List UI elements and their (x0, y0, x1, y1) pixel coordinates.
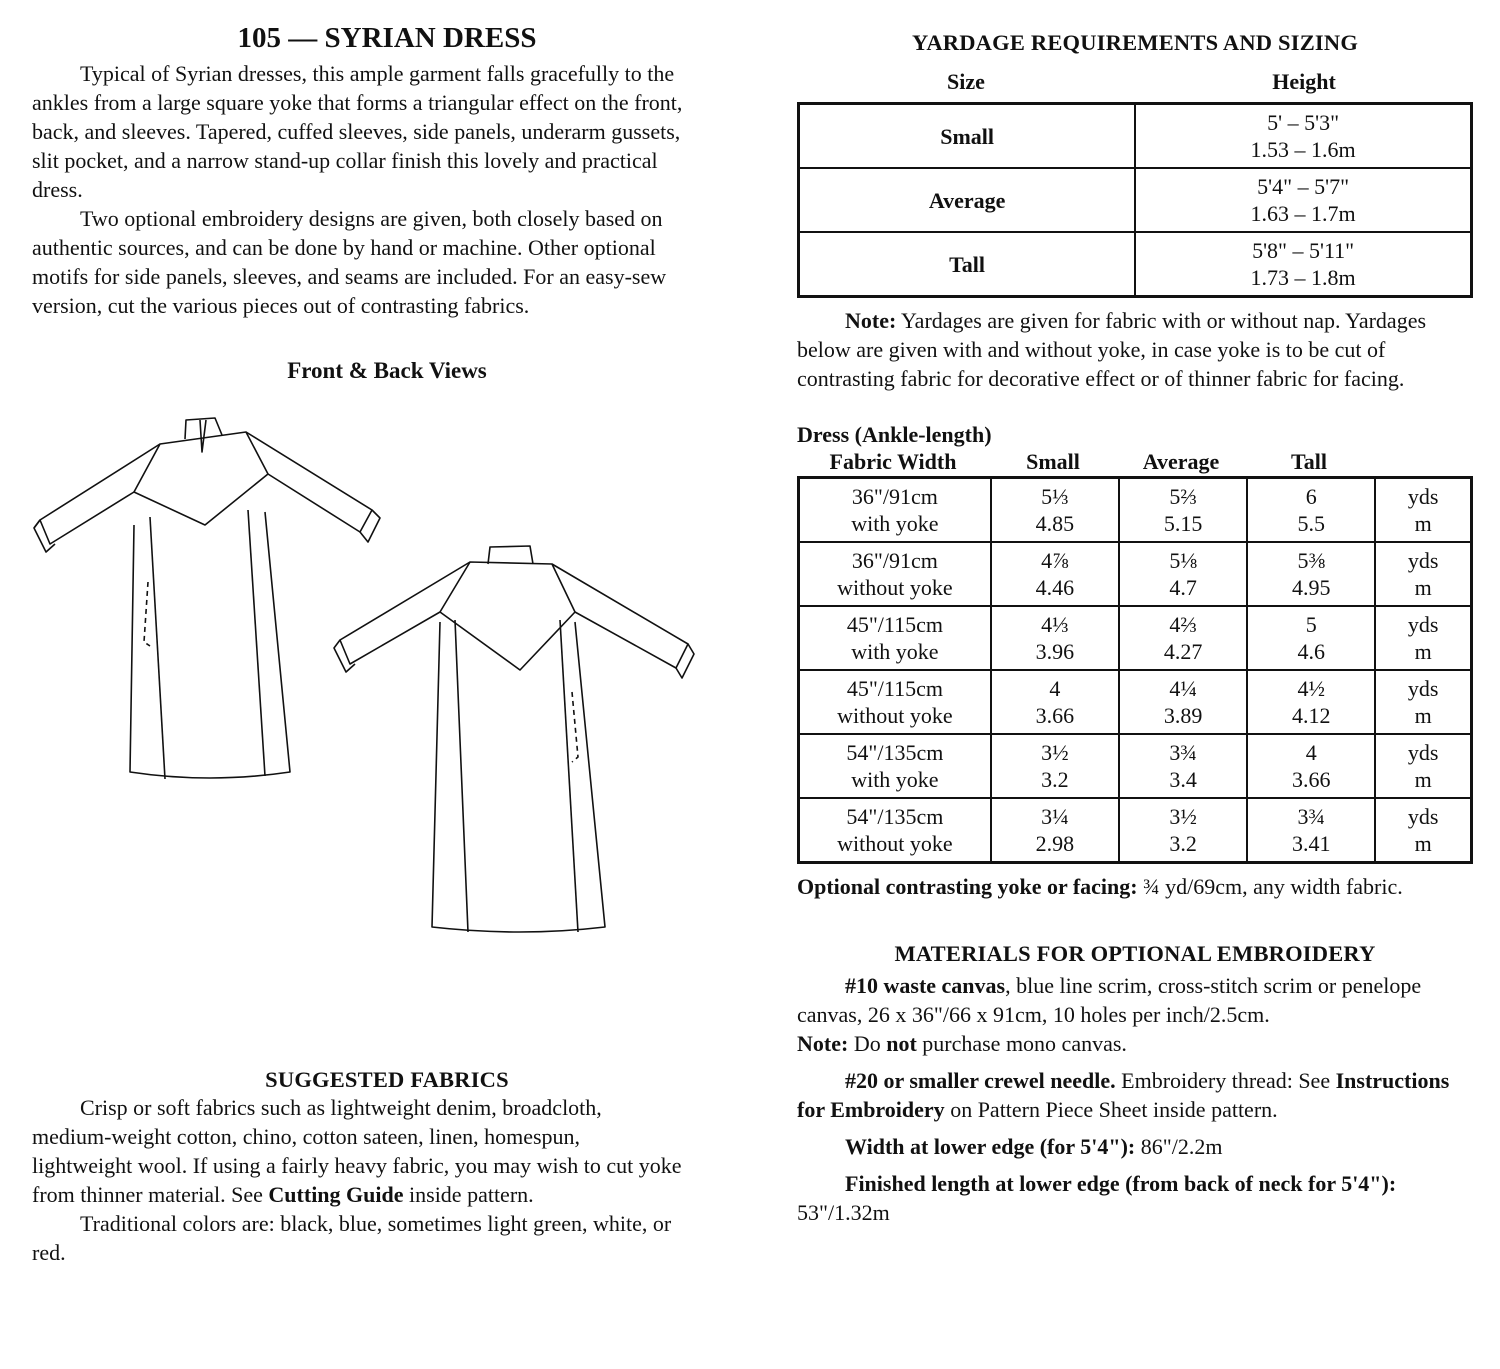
fabric-width-cell (799, 734, 991, 798)
tall-cell-bottom: 4.6 (1297, 639, 1325, 664)
fabric-width-cell-top: 36"/91cm (851, 484, 938, 509)
tall-cell (1247, 798, 1375, 863)
unit-cell-top: yds (1407, 804, 1439, 829)
small-cell (991, 734, 1119, 798)
size-table (797, 102, 1473, 298)
unit-cell-top: yds (1407, 548, 1439, 573)
unit-cell (1375, 542, 1471, 606)
size-table-header (797, 62, 1473, 102)
table-row (799, 670, 1472, 734)
height-feet: 5'4" – 5'7" (1257, 174, 1350, 199)
average-cell-bottom: 3.89 (1163, 703, 1203, 728)
average-cell-top: 3¾ (1169, 740, 1197, 765)
material-needle (797, 1066, 1473, 1124)
average-cell-top: 5⅛ (1169, 548, 1197, 573)
average-cell (1119, 734, 1247, 798)
small-cell-bottom: 3.66 (1035, 703, 1075, 728)
height-feet: 5' – 5'3" (1267, 110, 1340, 135)
size-name: Average (799, 168, 1136, 232)
small-cell-top: 5⅓ (1041, 484, 1069, 509)
note-paragraph (797, 306, 1467, 393)
tall-col: Tall (1291, 449, 1327, 474)
unit-cell-bottom: m (1414, 703, 1432, 728)
small-cell (991, 478, 1119, 543)
unit-cell (1375, 606, 1471, 670)
yoke-facing-label: Optional contrasting yoke or facing: (797, 874, 1138, 899)
small-cell-bottom: 4.46 (1035, 575, 1075, 600)
average-cell (1119, 670, 1247, 734)
right-column (797, 30, 1473, 1227)
small-cell (991, 798, 1119, 863)
dress-illustration (32, 392, 732, 952)
dress-table-header (797, 448, 1473, 476)
fabric-width-cell-top: 54"/135cm (846, 804, 944, 829)
average-cell-top: 4⅔ (1169, 612, 1197, 637)
width-value: 86"/2.2m (1135, 1134, 1223, 1159)
small-cell-top: 3½ (1041, 740, 1069, 765)
unit-cell (1375, 478, 1471, 543)
small-cell-top: 4 (1049, 676, 1061, 701)
table-row (799, 798, 1472, 863)
tall-cell-bottom: 3.66 (1292, 767, 1331, 792)
unit-cell-top: yds (1407, 740, 1439, 765)
small-cell-bottom: 2.98 (1035, 831, 1075, 856)
unit-cell-top: yds (1407, 676, 1439, 701)
average-cell-bottom: 4.7 (1169, 575, 1197, 600)
length-label: Finished length at lower edge (from back of neck for 5'4"): (845, 1171, 1397, 1196)
note-label: Note: (845, 308, 897, 333)
width-lower-edge (797, 1132, 1473, 1161)
unit-cell (1375, 734, 1471, 798)
unit-cell-bottom: m (1414, 575, 1432, 600)
small-cell-bottom: 4.85 (1035, 511, 1075, 536)
small-cell-top: 3¼ (1041, 804, 1069, 829)
height-feet: 5'8" – 5'11" (1252, 238, 1355, 263)
tall-cell-bottom: 4.12 (1292, 703, 1331, 728)
material-note-label: Note: (797, 1031, 849, 1056)
fabric-width-cell-top: 45"/115cm (846, 612, 943, 637)
height-meters: 1.63 – 1.7m (1250, 201, 1356, 226)
size-height (1135, 104, 1471, 169)
tall-cell-top: 4½ (1297, 676, 1325, 701)
finished-length (797, 1169, 1473, 1227)
fabric-width-cell-top: 54"/135cm (846, 740, 944, 765)
unit-cell (1375, 670, 1471, 734)
yardage-heading: YARDAGE REQUIREMENTS AND SIZING (911, 30, 1359, 55)
average-cell (1119, 798, 1247, 863)
dress-yardage-table (797, 476, 1473, 864)
material-canvas (797, 971, 1473, 1029)
small-cell-top: 4⅓ (1041, 612, 1069, 637)
width-label: Width at lower edge (for 5'4"): (845, 1134, 1136, 1159)
average-cell-bottom: 3.2 (1169, 831, 1197, 856)
tall-cell (1247, 542, 1375, 606)
fabrics-heading: SUGGESTED FABRICS (265, 1067, 509, 1092)
small-cell-bottom: 3.96 (1035, 639, 1075, 664)
fabric-width-cell-bottom: without yoke (837, 703, 953, 728)
tall-cell (1247, 670, 1375, 734)
small-cell-top: 4⅞ (1041, 548, 1069, 573)
table-row (799, 478, 1472, 543)
fabric-width-cell (799, 478, 991, 543)
average-cell-bottom: 4.27 (1163, 639, 1203, 664)
average-cell-top: 4¼ (1169, 676, 1197, 701)
back-view-drawing (334, 546, 694, 932)
material-note-text: Do (848, 1031, 887, 1056)
material-note-not: not (886, 1031, 917, 1056)
fabric-width-cell-bottom: without yoke (837, 831, 953, 856)
unit-cell-top: yds (1407, 484, 1439, 509)
page-title: 105 — SYRIAN DRESS (237, 22, 537, 54)
dress-heading: Dress (Ankle-length) (797, 422, 992, 447)
intro-paragraph-2: Two optional embroidery designs are given, both closely based on authentic sources, and can be done by hand or machine. Other optional motifs for side panels, sleeves, and seams are included. For an easy-sew version, cut the various pieces out of contrasting fabrics. (32, 206, 667, 318)
table-row (799, 734, 1472, 798)
fabrics-paragraph-1 (32, 1093, 682, 1209)
size-col-label: Size (947, 69, 985, 94)
needle-text-end: on Pattern Piece Sheet inside pattern. (944, 1097, 1278, 1122)
average-col: Average (1142, 449, 1220, 474)
note-text: Yardages are given for fabric with or without nap. Yardages below are given with and without yoke, in case yoke is to be cut of contrasting fabric for decorative effect or of thinner fabric for facing. (797, 308, 1427, 391)
size-name: Small (799, 104, 1136, 169)
height-meters: 1.73 – 1.8m (1250, 265, 1356, 290)
average-cell-top: 5⅔ (1169, 484, 1197, 509)
intro-paragraph-1: Typical of Syrian dresses, this ample garment falls gracefully to the ankles from a large square yoke that forms a triangular effect on the front, back, and sleeves. Tapered, cuffed sleeves, side panels, underarm gussets, slit pocket, and a narrow stand-up collar finish this lovely and practical dress. (32, 61, 683, 202)
yoke-facing-text: ¾ yd/69cm, any width fabric. (1137, 874, 1403, 899)
fabric-width-cell (799, 542, 991, 606)
embroidery-instructions-ref: Instructions for Embroidery (797, 1068, 1450, 1122)
fabrics-text-end: inside pattern. (403, 1182, 534, 1207)
fabric-width-cell-bottom: without yoke (837, 575, 953, 600)
average-cell-top: 3½ (1169, 804, 1197, 829)
material-note-text-end: purchase mono canvas. (916, 1031, 1127, 1056)
views-heading: Front & Back Views (287, 358, 487, 383)
average-cell (1119, 606, 1247, 670)
size-height (1135, 168, 1471, 232)
material-note (797, 1029, 1473, 1058)
fabric-width-col: Fabric Width (829, 449, 957, 474)
front-view-drawing (34, 418, 380, 779)
length-value: 53"/1.32m (797, 1200, 890, 1225)
average-cell (1119, 542, 1247, 606)
tall-cell-bottom: 4.95 (1292, 575, 1331, 600)
left-column (32, 22, 732, 1267)
needle-text: Embroidery thread: See (1115, 1068, 1336, 1093)
table-row (799, 542, 1472, 606)
fabric-width-cell-bottom: with yoke (851, 767, 939, 792)
size-name: Tall (799, 232, 1136, 297)
size-row (799, 104, 1472, 169)
canvas-text: , blue line scrim, cross-stitch scrim or penelope canvas, 26 x 36"/66 x 91cm, 10 holes per inch/2.5cm. (797, 973, 1422, 1027)
tall-cell (1247, 606, 1375, 670)
cutting-guide-ref: Cutting Guide (268, 1182, 404, 1207)
needle-label: #20 or smaller crewel needle. (845, 1068, 1116, 1093)
average-cell-bottom: 5.15 (1163, 511, 1203, 536)
average-cell-bottom: 3.4 (1169, 767, 1197, 792)
tall-cell-top: 3¾ (1297, 804, 1325, 829)
fabric-width-cell-top: 36"/91cm (851, 548, 938, 573)
small-cell (991, 606, 1119, 670)
materials-heading: MATERIALS FOR OPTIONAL EMBROIDERY (894, 941, 1376, 966)
unit-cell-bottom: m (1414, 511, 1432, 536)
tall-cell-top: 5⅜ (1297, 548, 1325, 573)
tall-cell-bottom: 5.5 (1297, 511, 1325, 536)
fabric-width-cell (799, 670, 991, 734)
size-row (799, 232, 1472, 297)
table-row (799, 606, 1472, 670)
fabric-width-cell-bottom: with yoke (851, 639, 939, 664)
height-meters: 1.53 – 1.6m (1250, 137, 1356, 162)
fabrics-text: Crisp or soft fabrics such as lightweight denim, broadcloth, medium-weight cotton, chino, cotton sateen, linen, homespun, lightweight wool. If using a fairly heavy fabric, you may wish to cut yoke from thinner material. See (32, 1095, 682, 1207)
size-height (1135, 232, 1471, 297)
fabric-width-cell (799, 798, 991, 863)
unit-cell (1375, 798, 1471, 863)
small-cell (991, 670, 1119, 734)
unit-cell-bottom: m (1414, 767, 1432, 792)
unit-cell-bottom: m (1414, 639, 1432, 664)
unit-cell-bottom: m (1414, 831, 1432, 856)
tall-cell-bottom: 3.41 (1292, 831, 1331, 856)
unit-cell-top: yds (1407, 612, 1439, 637)
tall-cell-top: 4 (1305, 740, 1317, 765)
tall-cell (1247, 478, 1375, 543)
fabric-width-cell-bottom: with yoke (851, 511, 939, 536)
size-row (799, 168, 1472, 232)
yoke-facing-paragraph (797, 872, 1473, 901)
fabrics-paragraph-2: Traditional colors are: black, blue, sometimes light green, white, or red. (32, 1211, 672, 1265)
small-cell-bottom: 3.2 (1041, 767, 1069, 792)
tall-cell (1247, 734, 1375, 798)
canvas-label: #10 waste canvas (845, 973, 1006, 998)
fabric-width-cell (799, 606, 991, 670)
fabric-width-cell-top: 45"/115cm (846, 676, 943, 701)
small-cell (991, 542, 1119, 606)
average-cell (1119, 478, 1247, 543)
tall-cell-top: 5 (1305, 612, 1317, 637)
small-col: Small (1026, 449, 1080, 474)
tall-cell-top: 6 (1305, 484, 1317, 509)
height-col-label: Height (1272, 69, 1336, 94)
